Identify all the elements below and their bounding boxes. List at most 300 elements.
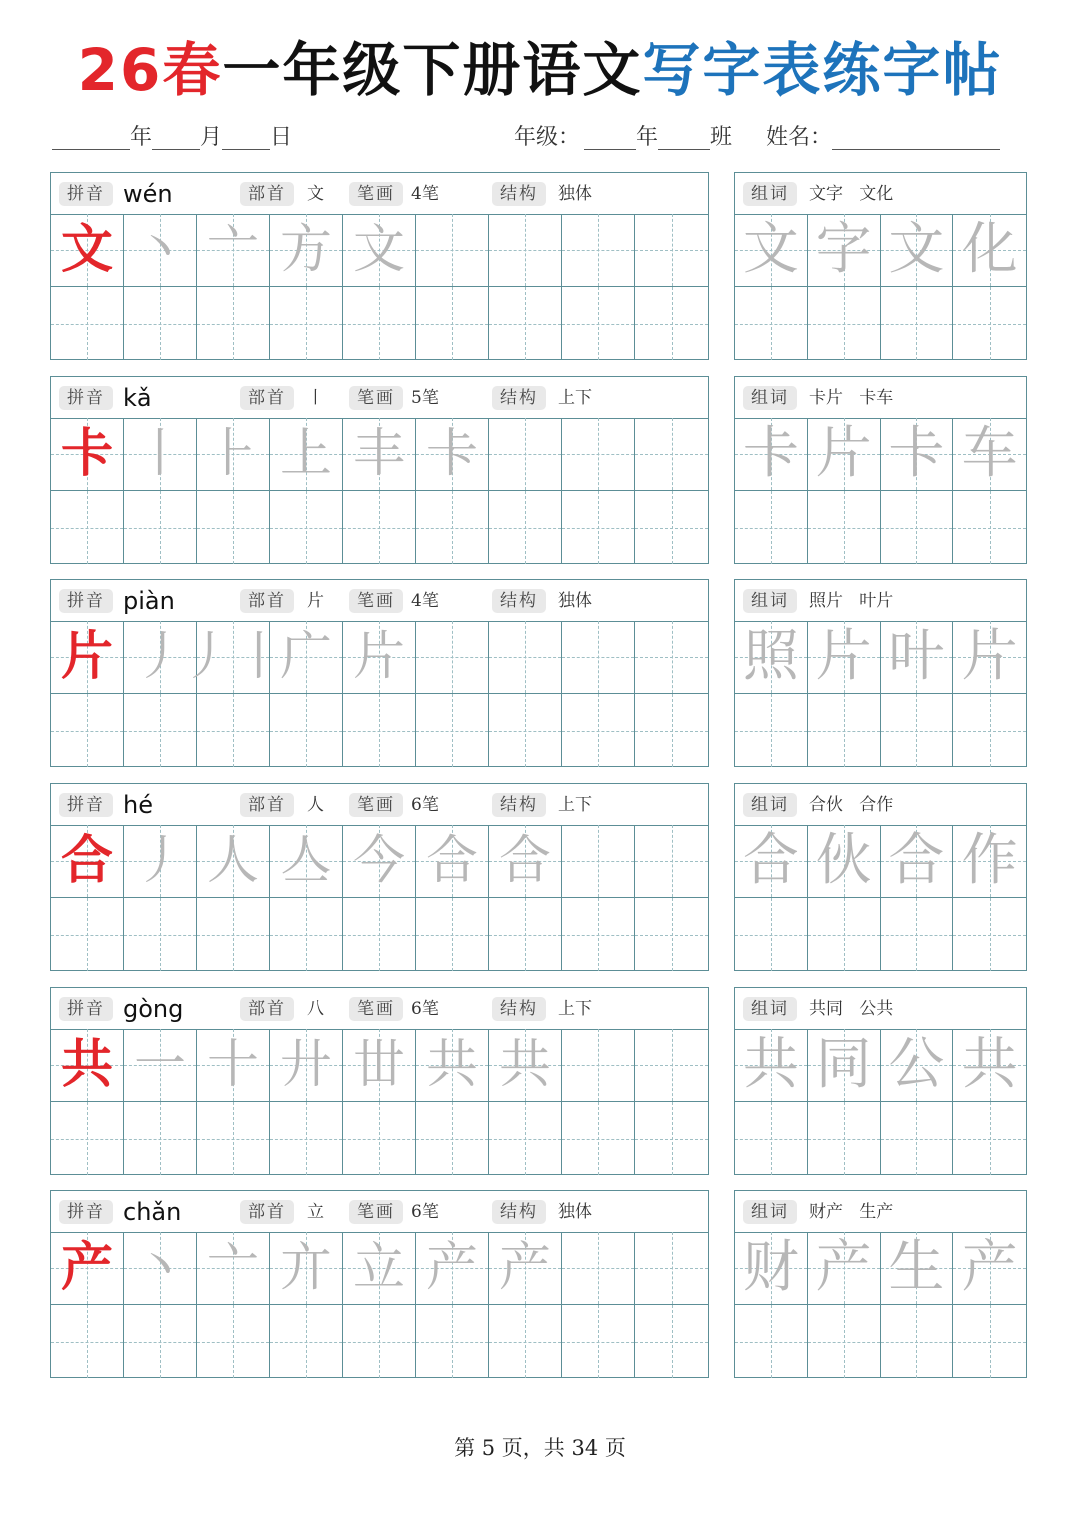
practice-cell[interactable]: [416, 1102, 489, 1175]
stroke-order-step: 产: [425, 1238, 478, 1298]
practice-grid: [51, 621, 708, 766]
word-practice-cell[interactable]: [808, 1102, 881, 1175]
stroke-order-step: 片: [352, 627, 405, 687]
practice-cell[interactable]: [51, 1102, 124, 1175]
practice-cell[interactable]: [416, 491, 489, 564]
practice-grid: [51, 825, 708, 970]
practice-cell[interactable]: [197, 694, 270, 767]
char-info-header: [51, 784, 708, 826]
practice-cell[interactable]: [51, 1305, 124, 1378]
words-value: 文字 文化: [809, 184, 894, 204]
practice-cell[interactable]: [197, 214, 270, 287]
word-grid: [735, 621, 1026, 766]
practice-cell[interactable]: [416, 694, 489, 767]
pinyin-value: wén: [123, 180, 173, 208]
strokes-tag: 笔画: [349, 997, 403, 1021]
practice-cell[interactable]: [51, 287, 124, 360]
practice-cell[interactable]: [124, 694, 197, 767]
practice-cell[interactable]: [124, 287, 197, 360]
practice-cell[interactable]: [343, 1102, 416, 1175]
pinyin-value: gòng: [123, 995, 184, 1023]
practice-cell[interactable]: [416, 418, 489, 491]
word-practice-cell[interactable]: [735, 825, 808, 898]
practice-cell[interactable]: [270, 214, 343, 287]
words-header: [735, 1191, 1026, 1233]
words-tag: 组词: [743, 997, 797, 1021]
word-practice-cell[interactable]: [881, 1029, 954, 1102]
practice-cell[interactable]: [416, 621, 489, 694]
stroke-order-step: 丶: [133, 220, 186, 280]
char-row: [50, 783, 1027, 973]
practice-cell[interactable]: [197, 898, 270, 971]
practice-cell[interactable]: [562, 418, 635, 491]
word-practice-cell[interactable]: [953, 825, 1026, 898]
practice-cell[interactable]: [197, 287, 270, 360]
practice-cell[interactable]: [562, 1305, 635, 1378]
practice-cell[interactable]: [51, 418, 124, 491]
words-header: [735, 988, 1026, 1030]
structure-tag: 结构: [492, 793, 546, 817]
practice-cell[interactable]: [562, 825, 635, 898]
pinyin-value: piàn: [123, 587, 175, 615]
structure-value: 独体: [558, 184, 592, 204]
words-value: 照片 叶片: [809, 591, 894, 611]
structure-value: 上下: [558, 388, 592, 408]
word-trace-character: 车: [961, 421, 1018, 486]
strokes-value: 6笔: [411, 1202, 439, 1222]
word-practice-cell[interactable]: [881, 1305, 954, 1378]
practice-cell[interactable]: [416, 1305, 489, 1378]
radical-value: 片: [307, 591, 324, 611]
strokes-value: 5笔: [411, 388, 439, 408]
word-practice-cell[interactable]: [808, 694, 881, 767]
structure-value: 独体: [558, 1202, 592, 1222]
char-info-header: [51, 377, 708, 419]
practice-cell[interactable]: [562, 1029, 635, 1102]
words-tag: 组词: [743, 793, 797, 817]
stroke-order-step: 立: [352, 1238, 405, 1298]
target-character: 合: [60, 830, 113, 891]
practice-cell[interactable]: [562, 1232, 635, 1305]
stroke-order-step: 廾: [279, 1035, 332, 1095]
practice-cell[interactable]: [124, 214, 197, 287]
practice-cell[interactable]: [635, 1029, 708, 1102]
student-line: [514, 118, 1000, 158]
char-info-panel: [50, 376, 709, 564]
word-practice-cell[interactable]: [881, 287, 954, 360]
practice-cell[interactable]: [197, 1102, 270, 1175]
practice-cell[interactable]: [489, 898, 562, 971]
char-row: [50, 172, 1027, 362]
word-trace-character: 共: [742, 1032, 799, 1097]
word-grid: [735, 1029, 1026, 1174]
word-trace-character: 卡: [888, 421, 945, 486]
word-trace-character: 字: [815, 217, 872, 282]
char-info-panel: [50, 172, 709, 360]
practice-cell[interactable]: [343, 287, 416, 360]
stroke-order-step: 合: [425, 831, 478, 891]
word-trace-character: 产: [815, 1235, 872, 1300]
word-practice-cell[interactable]: [953, 214, 1026, 287]
radical-value: 文: [307, 184, 324, 204]
practice-cell[interactable]: [343, 694, 416, 767]
practice-cell[interactable]: [416, 1232, 489, 1305]
stroke-order-step: 今: [352, 831, 405, 891]
word-practice-cell[interactable]: [808, 491, 881, 564]
practice-cell[interactable]: [270, 1305, 343, 1378]
practice-cell[interactable]: [124, 1305, 197, 1378]
practice-cell[interactable]: [270, 825, 343, 898]
word-trace-character: 片: [815, 624, 872, 689]
words-panel: [734, 783, 1027, 971]
words-tag: 组词: [743, 589, 797, 613]
word-practice-cell[interactable]: [808, 1029, 881, 1102]
words-tag: 组词: [743, 386, 797, 410]
structure-tag: 结构: [492, 589, 546, 613]
stroke-order-step: 丶: [133, 1238, 186, 1298]
char-row: [50, 987, 1027, 1177]
practice-cell[interactable]: [489, 694, 562, 767]
practice-cell[interactable]: [635, 1102, 708, 1175]
word-grid: [735, 825, 1026, 970]
practice-cell[interactable]: [635, 694, 708, 767]
words-panel: [734, 172, 1027, 360]
word-practice-cell[interactable]: [881, 214, 954, 287]
title-part-black: 一年级下册语文: [222, 36, 643, 104]
year-label: 年: [130, 125, 153, 150]
practice-cell[interactable]: [197, 1232, 270, 1305]
practice-cell[interactable]: [270, 491, 343, 564]
word-practice-cell[interactable]: [881, 1102, 954, 1175]
practice-cell[interactable]: [416, 898, 489, 971]
practice-cell[interactable]: [270, 621, 343, 694]
radical-tag: 部首: [240, 1200, 294, 1224]
radical-tag: 部首: [240, 386, 294, 410]
structure-value: 上下: [558, 795, 592, 815]
word-grid: [735, 418, 1026, 563]
word-practice-cell[interactable]: [953, 1305, 1026, 1378]
radical-value: 八: [307, 999, 324, 1019]
pinyin-value: chǎn: [123, 1198, 182, 1226]
stroke-order-step: 丿: [133, 627, 186, 687]
word-trace-character: 片: [961, 624, 1018, 689]
practice-cell[interactable]: [635, 898, 708, 971]
practice-cell[interactable]: [635, 1232, 708, 1305]
pinyin-tag: 拼音: [59, 182, 113, 206]
stroke-order-step: 共: [498, 1035, 551, 1095]
word-practice-cell[interactable]: [735, 1232, 808, 1305]
practice-cell[interactable]: [343, 898, 416, 971]
stroke-order-step: 亼: [279, 831, 332, 891]
practice-cell[interactable]: [270, 287, 343, 360]
word-practice-cell[interactable]: [953, 1232, 1026, 1305]
strokes-tag: 笔画: [349, 1200, 403, 1224]
practice-cell[interactable]: [489, 1232, 562, 1305]
radical-value: 丨: [307, 388, 324, 408]
practice-grid: [51, 214, 708, 359]
stroke-order-step: 丨: [133, 424, 186, 484]
practice-cell[interactable]: [343, 418, 416, 491]
word-practice-cell[interactable]: [808, 1305, 881, 1378]
word-practice-cell[interactable]: [808, 214, 881, 287]
practice-cell[interactable]: [489, 287, 562, 360]
pinyin-tag: 拼音: [59, 386, 113, 410]
word-practice-cell[interactable]: [808, 898, 881, 971]
word-practice-cell[interactable]: [735, 214, 808, 287]
word-practice-cell[interactable]: [953, 1029, 1026, 1102]
word-practice-cell[interactable]: [735, 287, 808, 360]
practice-cell[interactable]: [51, 214, 124, 287]
pinyin-value: hé: [123, 791, 153, 819]
strokes-tag: 笔画: [349, 589, 403, 613]
structure-tag: 结构: [492, 386, 546, 410]
strokes-value: 4笔: [411, 591, 439, 611]
pinyin-tag: 拼音: [59, 793, 113, 817]
word-trace-character: 作: [961, 828, 1018, 893]
word-trace-character: 合: [742, 828, 799, 893]
word-practice-cell[interactable]: [735, 1102, 808, 1175]
practice-cell[interactable]: [489, 825, 562, 898]
stroke-order-step: 人: [206, 831, 259, 891]
practice-grid: [51, 1029, 708, 1174]
stroke-order-step: 合: [498, 831, 551, 891]
class-label: 班: [710, 125, 733, 150]
char-row: [50, 1190, 1027, 1380]
target-character: 文: [60, 219, 113, 280]
target-character: 片: [60, 626, 113, 687]
structure-tag: 结构: [492, 182, 546, 206]
word-practice-cell[interactable]: [735, 621, 808, 694]
word-practice-cell[interactable]: [881, 418, 954, 491]
practice-cell[interactable]: [51, 825, 124, 898]
structure-tag: 结构: [492, 997, 546, 1021]
stroke-order-step: 广: [279, 627, 332, 687]
word-practice-cell[interactable]: [953, 287, 1026, 360]
title-part-blue: 写字表练字帖: [642, 36, 1003, 104]
practice-cell[interactable]: [489, 1102, 562, 1175]
words-panel: [734, 1190, 1027, 1378]
practice-cell[interactable]: [416, 1029, 489, 1102]
pinyin-tag: 拼音: [59, 1200, 113, 1224]
word-trace-character: 照: [742, 624, 799, 689]
practice-cell[interactable]: [124, 825, 197, 898]
word-practice-cell[interactable]: [735, 898, 808, 971]
practice-cell[interactable]: [562, 694, 635, 767]
word-trace-character: 文: [742, 217, 799, 282]
word-grid: [735, 214, 1026, 359]
practice-cell[interactable]: [124, 418, 197, 491]
word-practice-cell[interactable]: [881, 694, 954, 767]
practice-cell[interactable]: [635, 1305, 708, 1378]
practice-cell[interactable]: [635, 825, 708, 898]
practice-cell[interactable]: [635, 491, 708, 564]
radical-value: 立: [307, 1202, 324, 1222]
word-practice-cell[interactable]: [808, 1232, 881, 1305]
practice-cell[interactable]: [197, 825, 270, 898]
words-value: 共同 公共: [809, 999, 894, 1019]
practice-cell[interactable]: [270, 418, 343, 491]
practice-cell[interactable]: [51, 491, 124, 564]
practice-cell[interactable]: [343, 214, 416, 287]
practice-cell[interactable]: [343, 1305, 416, 1378]
practice-cell[interactable]: [270, 694, 343, 767]
words-header: [735, 377, 1026, 419]
practice-cell[interactable]: [51, 898, 124, 971]
practice-cell[interactable]: [635, 621, 708, 694]
practice-cell[interactable]: [51, 694, 124, 767]
page-title: [0, 30, 1080, 110]
stroke-order-step: 亠: [206, 220, 259, 280]
word-practice-cell[interactable]: [881, 621, 954, 694]
words-header: [735, 784, 1026, 826]
practice-cell[interactable]: [343, 1232, 416, 1305]
grade-label: 年级：: [514, 125, 581, 150]
practice-cell[interactable]: [124, 491, 197, 564]
practice-cell[interactable]: [270, 1102, 343, 1175]
word-practice-cell[interactable]: [881, 898, 954, 971]
strokes-value: 4笔: [411, 184, 439, 204]
practice-cell[interactable]: [124, 1102, 197, 1175]
practice-grid: [51, 418, 708, 563]
practice-cell[interactable]: [489, 491, 562, 564]
practice-cell[interactable]: [489, 621, 562, 694]
practice-cell[interactable]: [416, 287, 489, 360]
structure-value: 独体: [558, 591, 592, 611]
practice-cell[interactable]: [416, 825, 489, 898]
practice-cell[interactable]: [124, 898, 197, 971]
pinyin-tag: 拼音: [59, 589, 113, 613]
word-practice-cell[interactable]: [881, 1232, 954, 1305]
practice-cell[interactable]: [343, 491, 416, 564]
word-practice-cell[interactable]: [808, 287, 881, 360]
practice-cell[interactable]: [562, 287, 635, 360]
strokes-value: 6笔: [411, 999, 439, 1019]
words-header: [735, 580, 1026, 622]
practice-cell[interactable]: [489, 1305, 562, 1378]
radical-tag: 部首: [240, 793, 294, 817]
practice-cell[interactable]: [197, 491, 270, 564]
stroke-order-step: 上: [279, 424, 332, 484]
practice-cell[interactable]: [562, 214, 635, 287]
practice-cell[interactable]: [270, 1232, 343, 1305]
stroke-order-step: 文: [352, 220, 405, 280]
month-blank[interactable]: [152, 123, 200, 150]
page-footer: 第 5 页，共 34 页: [454, 1436, 626, 1460]
char-row: [50, 579, 1027, 769]
word-trace-character: 文: [888, 217, 945, 282]
practice-cell[interactable]: [181, 621, 286, 694]
words-tag: 组词: [743, 182, 797, 206]
practice-cell[interactable]: [562, 621, 635, 694]
word-trace-character: 合: [888, 828, 945, 893]
practice-cell[interactable]: [562, 1102, 635, 1175]
word-practice-cell[interactable]: [953, 898, 1026, 971]
practice-cell[interactable]: [635, 418, 708, 491]
practice-cell[interactable]: [635, 214, 708, 287]
char-info-panel: [50, 783, 709, 971]
word-practice-cell[interactable]: [881, 825, 954, 898]
word-practice-cell[interactable]: [735, 491, 808, 564]
practice-cell[interactable]: [343, 621, 416, 694]
word-practice-cell[interactable]: [808, 825, 881, 898]
words-tag: 组词: [743, 1200, 797, 1224]
stroke-order-step: 十: [206, 1035, 259, 1095]
practice-cell[interactable]: [270, 1029, 343, 1102]
day-blank[interactable]: [222, 123, 270, 150]
char-info-header: [51, 988, 708, 1030]
name-blank[interactable]: [832, 123, 1000, 150]
practice-cell[interactable]: [51, 621, 124, 694]
word-trace-character: 生: [888, 1235, 945, 1300]
practice-cell[interactable]: [343, 1029, 416, 1102]
practice-cell[interactable]: [562, 491, 635, 564]
stroke-order-step: 丰: [352, 424, 405, 484]
word-trace-character: 叶: [888, 624, 945, 689]
pinyin-value: kǎ: [123, 384, 152, 412]
practice-cell[interactable]: [489, 214, 562, 287]
pinyin-tag: 拼音: [59, 997, 113, 1021]
word-practice-cell[interactable]: [953, 418, 1026, 491]
words-header: [735, 173, 1026, 215]
day-label: 日: [270, 125, 293, 150]
practice-cell[interactable]: [124, 1029, 197, 1102]
word-practice-cell[interactable]: [735, 418, 808, 491]
practice-cell[interactable]: [51, 1029, 124, 1102]
stroke-order-step: 产: [498, 1238, 551, 1298]
practice-cell[interactable]: [489, 418, 562, 491]
word-practice-cell[interactable]: [953, 491, 1026, 564]
practice-cell[interactable]: [416, 214, 489, 287]
word-practice-cell[interactable]: [735, 1305, 808, 1378]
char-info-panel: [50, 987, 709, 1175]
word-trace-character: 片: [815, 421, 872, 486]
practice-cell[interactable]: [270, 898, 343, 971]
title-part-red: 26春: [77, 36, 223, 104]
grade-year-label: 年: [636, 125, 659, 150]
practice-cell[interactable]: [197, 418, 270, 491]
word-trace-character: 化: [961, 217, 1018, 282]
word-practice-cell[interactable]: [735, 694, 808, 767]
char-info-header: [51, 173, 708, 215]
word-practice-cell[interactable]: [808, 418, 881, 491]
word-practice-cell[interactable]: [953, 1102, 1026, 1175]
strokes-tag: 笔画: [349, 386, 403, 410]
practice-cell[interactable]: [51, 1232, 124, 1305]
words-value: 卡片 卡车: [809, 388, 894, 408]
strokes-value: 6笔: [411, 795, 439, 815]
practice-cell[interactable]: [124, 1232, 197, 1305]
grade-blank[interactable]: [584, 123, 636, 150]
word-practice-cell[interactable]: [953, 694, 1026, 767]
practice-cell[interactable]: [197, 1029, 270, 1102]
practice-cell[interactable]: [343, 825, 416, 898]
year-blank[interactable]: [52, 123, 130, 150]
word-trace-character: 共: [961, 1032, 1018, 1097]
word-practice-cell[interactable]: [808, 621, 881, 694]
practice-cell[interactable]: [197, 1305, 270, 1378]
class-blank[interactable]: [658, 123, 710, 150]
word-trace-character: 公: [888, 1032, 945, 1097]
word-practice-cell[interactable]: [881, 491, 954, 564]
practice-cell[interactable]: [489, 1029, 562, 1102]
word-practice-cell[interactable]: [735, 1029, 808, 1102]
word-practice-cell[interactable]: [953, 621, 1026, 694]
practice-cell[interactable]: [562, 898, 635, 971]
stroke-order-step: 卡: [425, 424, 478, 484]
practice-cell[interactable]: [635, 287, 708, 360]
word-grid: [735, 1232, 1026, 1377]
radical-value: 人: [307, 795, 324, 815]
